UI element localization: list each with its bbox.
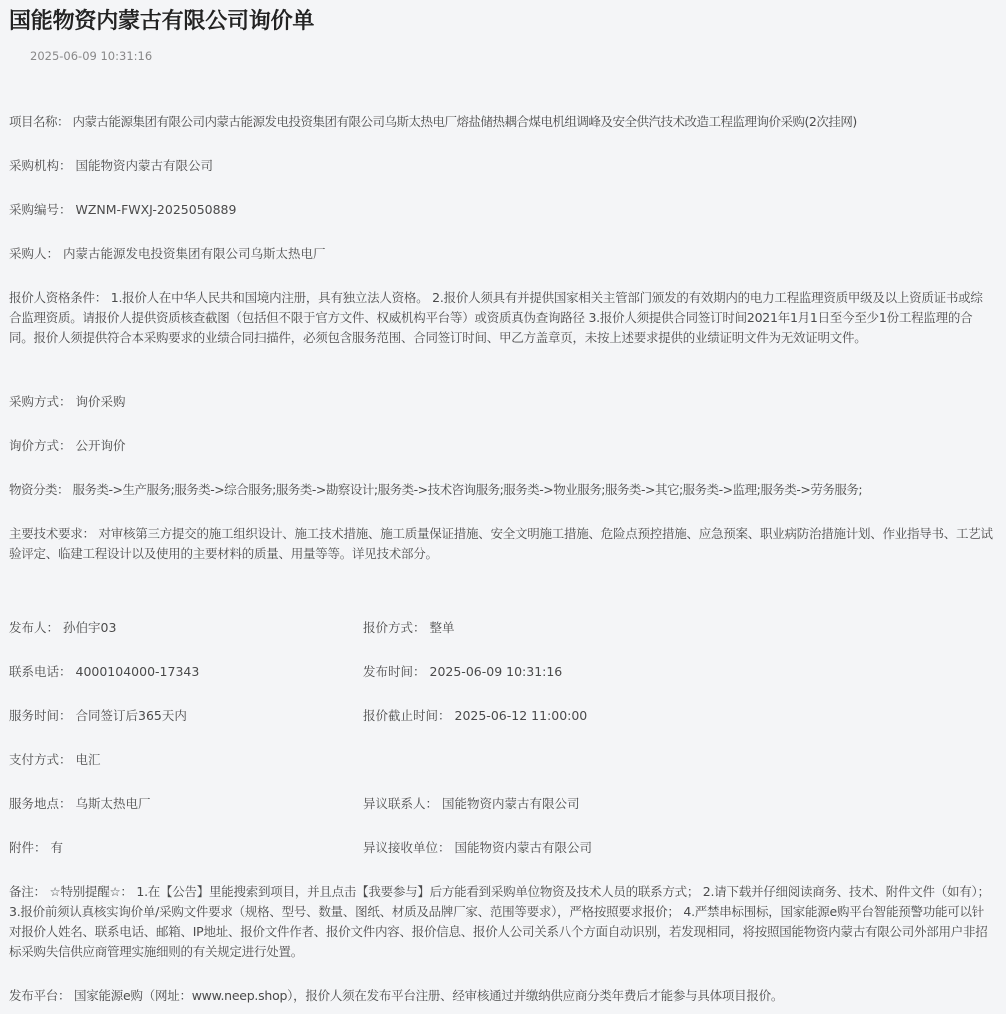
field-qualification [9,288,994,348]
field-value: 国家能源e购（网址：www.neep.shop），报价人须在发布平台注册、经审核通过并缴纳供应商分类年费后才能参与具体项目报价。 [74,988,784,1003]
field-label: 发布平台： [9,988,71,1003]
field-value: 孙伯宇03 [63,620,117,635]
field-inquiry-method [9,436,126,456]
field-quote-deadline [363,706,587,726]
field-attachment [9,838,63,858]
field-label: 服务时间： [9,708,72,723]
publish-date: 2025-06-09 10:31:16 [30,49,153,63]
field-value: 4000104000-17343 [75,664,200,679]
field-value: 2025-06-12 11:00:00 [454,708,588,723]
field-value: 询价采购 [75,394,126,409]
field-remarks [9,882,994,962]
field-label: 采购机构： [9,158,72,173]
field-purchase-method [9,392,126,412]
field-value: 乌斯太热电厂 [75,796,151,811]
field-label: 主要技术要求： [9,526,95,541]
field-platform [9,986,783,1006]
field-value: 国能物资内蒙古有限公司 [454,840,593,855]
field-label: 备注： [9,884,46,899]
page-title: 国能物资内蒙古有限公司询价单 [9,9,315,34]
field-publish-time [363,662,562,682]
field-label: 异议联系人： [363,796,439,811]
field-service-location [9,794,151,814]
field-label: 采购人： [9,246,60,261]
field-value: 2025-06-09 10:31:16 [429,664,563,679]
field-label: 附件： [9,840,47,855]
field-project-name [9,112,857,132]
field-value: 有 [50,840,64,855]
field-publisher [9,618,116,638]
field-label: 采购编号： [9,202,72,217]
field-purchaser [9,244,326,264]
field-contact-phone [9,662,199,682]
field-label: 询价方式： [9,438,72,453]
field-tech-requirements [9,524,994,564]
field-label: 异议接收单位： [363,840,451,855]
field-value: 内蒙古能源发电投资集团有限公司乌斯太热电厂 [63,246,326,261]
field-label: 报价方式： [363,620,426,635]
field-label: 服务地点： [9,796,72,811]
field-value: 国能物资内蒙古有限公司 [75,158,214,173]
field-label: 联系电话： [9,664,72,679]
field-objection-contact [363,794,580,814]
field-payment-method [9,750,101,770]
field-value: 1.报价人在中华人民共和国境内注册，具有独立法人资格。 2.报价人须具有并提供国家相关主管部门颁发的有效期内的电力工程监理资质甲级及以上资质证书或综合监理资质。请报价人提供资质核查截图（包括但不限于官方文件、权威机构平台等）或资质真伪查询路径 3.报价人须提供合同签订时间2021年1月1日至今至少1份工程监理的合同。报价人须提供符合本采购要求的业绩合同扫描件，必须包含服务范围、合同签订时间、甲乙方盖章页，未按上述要求提供的业绩证明文件为无效证明文件。 [9,290,983,345]
field-service-time [9,706,187,726]
field-value: 公开询价 [75,438,126,453]
field-value: 对审核第三方提交的施工组织设计、施工技术措施、施工质量保证措施、安全文明施工措施、危险点预控措施、应急预案、职业病防治措施计划、作业指导书、工艺试验评定、临建工程设计以及使用的主要材料的质量、用量等等。详见技术部分。 [9,526,993,561]
field-value: 整单 [429,620,455,635]
field-label: 物资分类： [9,482,70,497]
field-objection-receiver [363,838,592,858]
field-label: 项目名称： [9,114,70,129]
field-purchasing-agency [9,156,213,176]
field-value: 服务类->生产服务;服务类->综合服务;服务类->勘察设计;服务类->技术咨询服务;服务类->物业服务;服务类->其它;服务类->监理;服务类->劳务服务; [72,482,863,497]
field-label: 发布时间： [363,664,426,679]
field-label: 报价人资格条件： [9,290,108,305]
field-purchase-number [9,200,236,220]
field-label: 报价截止时间： [363,708,451,723]
field-value: 合同签订后365天内 [75,708,187,723]
field-label: 支付方式： [9,752,72,767]
field-value: WZNM-FWXJ-2025050889 [75,202,237,217]
field-value: ☆特别提醒☆： 1.在【公告】里能搜索到项目，并且点击【我要参与】后方能看到采购单位物资及技术人员的联系方式； 2.请下载并仔细阅读商务、技术、附件文件（如有）； 3.报价前须认真核实询价单/采购文件要求（规格、型号、数量、图纸、材质及品牌厂家、范围等要求），严格按照要求报价； 4.严禁串标围标，国家能源e购平台智能预警功能可以针对报价人姓名、联系电话、邮箱、IP地址、报价文件作者、报价文件内容、报价信息、报价人公司关系八个方面自动识别，若发现相同，将按照国能物资内蒙古有限公司外部用户非招标采购失信供应商管理实施细则的有关规定进行处置。 [9,884,990,959]
field-quote-method [363,618,455,638]
field-value: 电汇 [75,752,101,767]
field-value: 内蒙古能源集团有限公司内蒙古能源发电投资集团有限公司乌斯太热电厂熔盐储热耦合煤电机组调峰及安全供汽技术改造工程监理询价采购(2次挂网) [72,114,857,129]
field-value: 国能物资内蒙古有限公司 [442,796,580,811]
field-label: 采购方式： [9,394,72,409]
field-label: 发布人： [9,620,60,635]
field-material-category [9,480,862,500]
